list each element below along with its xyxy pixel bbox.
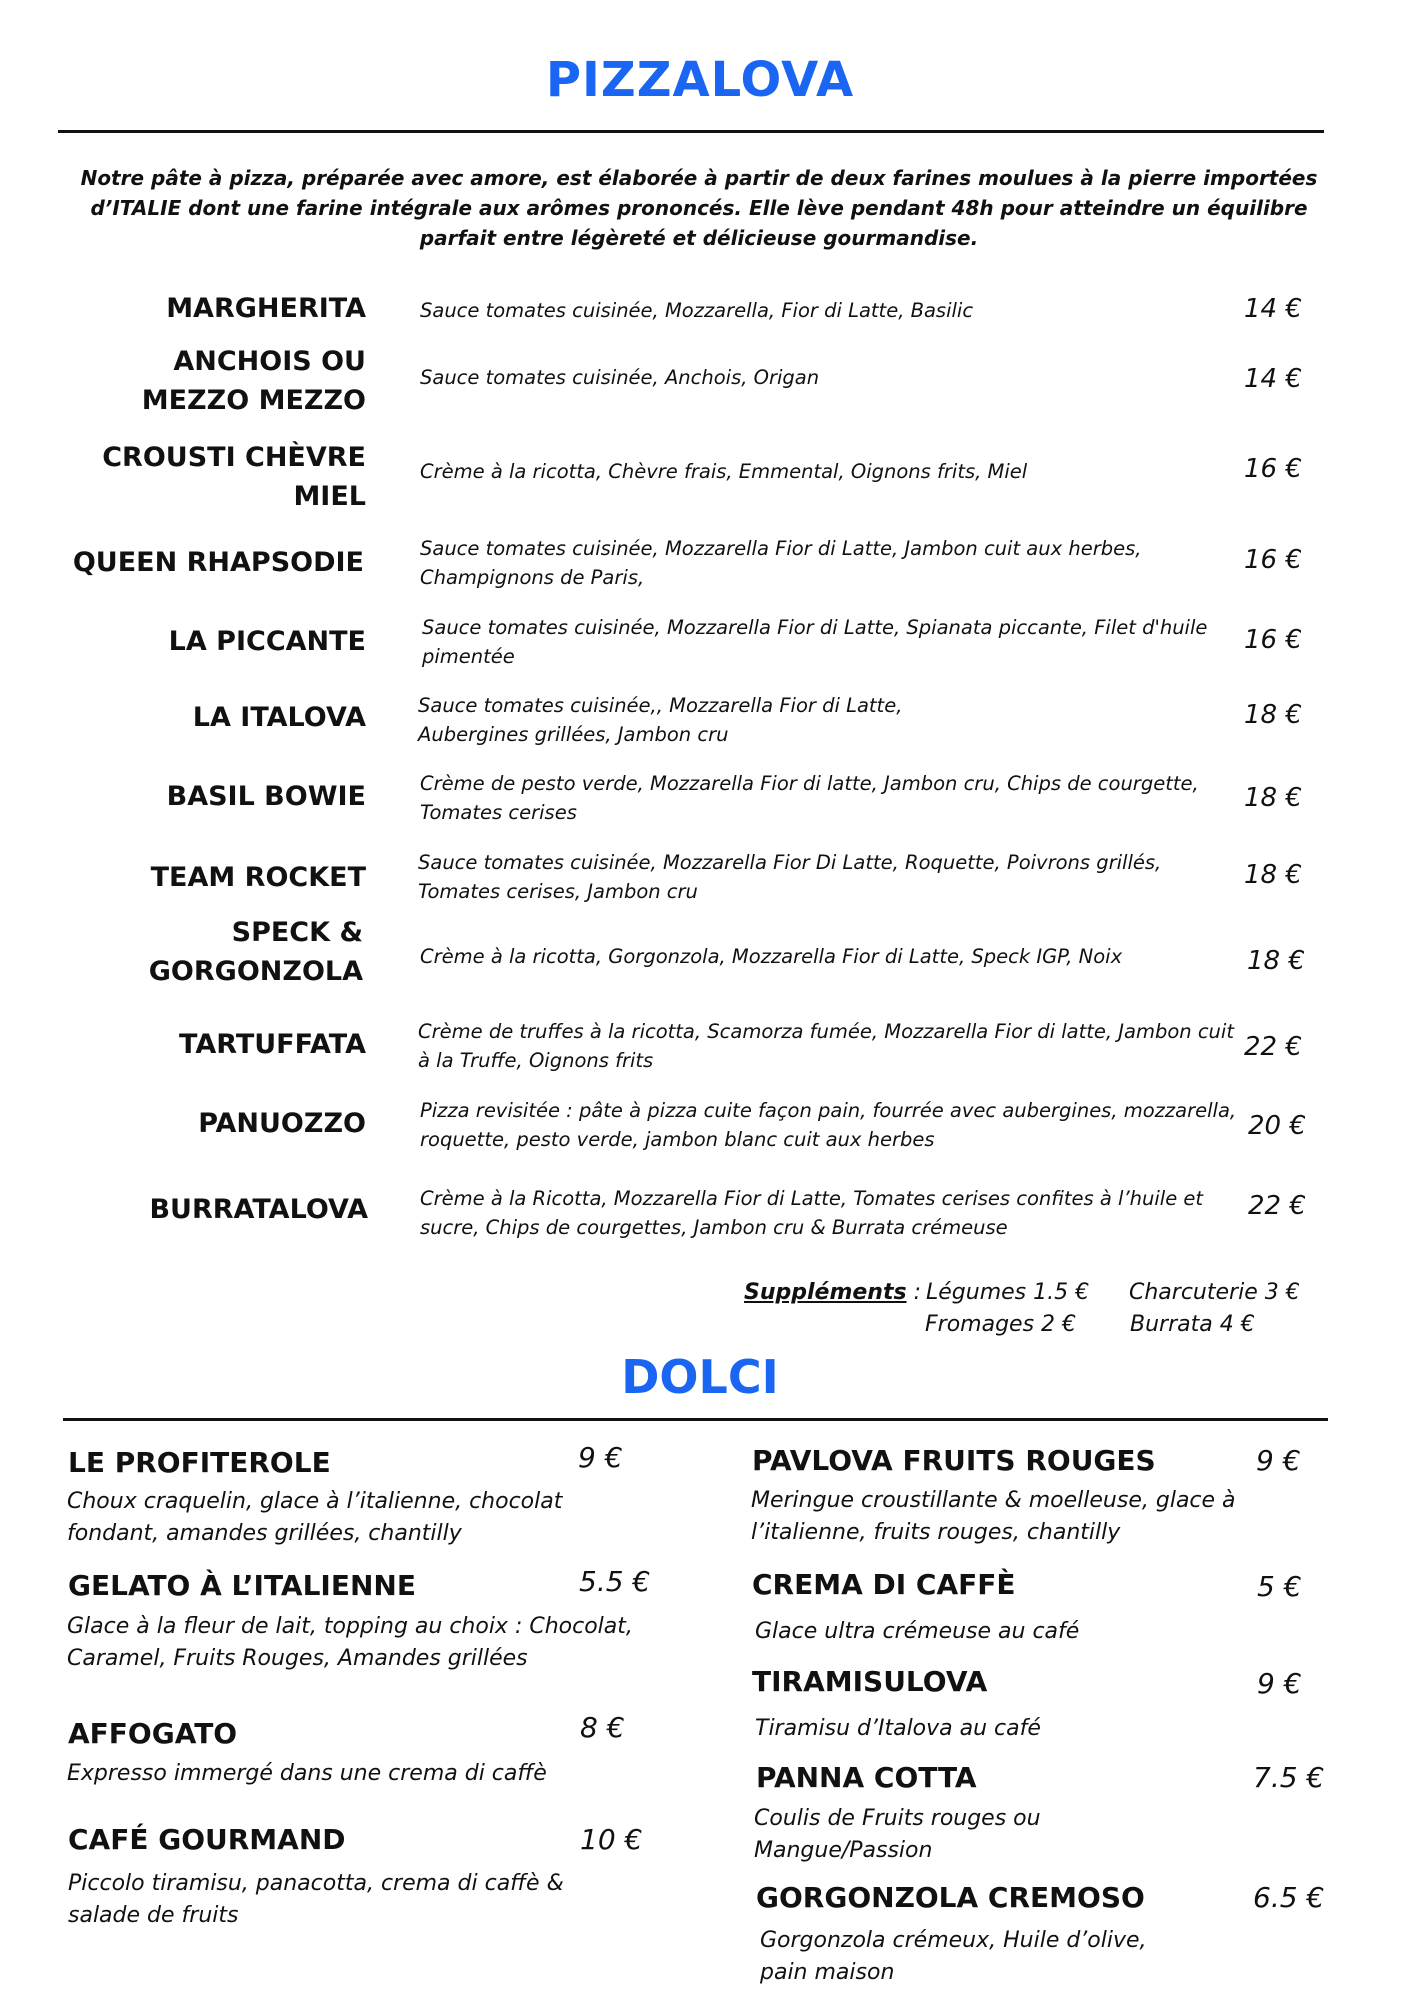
supplement-item: Charcuterie 3 € bbox=[1129, 1280, 1300, 1305]
dessert-description: Gorgonzola crémeux, Huile d’olive, pain maison bbox=[760, 1928, 1147, 1985]
dessert-price: 8 € bbox=[580, 1711, 625, 1744]
pizza-name: CROUSTI CHÈVRE MIEL bbox=[102, 442, 366, 512]
pizza-name: BASIL BOWIE bbox=[166, 781, 366, 812]
pizza-description: Sauce tomates cuisinée, Mozzarella Fior di Latte, Spianata piccante, Filet d'huile pimentée bbox=[422, 616, 1208, 668]
dessert-description: Piccolo tiramisu, panacotta, crema di caffè & salade de fruits bbox=[68, 1871, 564, 1928]
dessert-price: 5 € bbox=[1257, 1570, 1302, 1603]
dolci-title-divider bbox=[63, 1418, 1328, 1421]
dolci-section-title: DOLCI bbox=[621, 1350, 779, 1404]
pizza-price: 16 € bbox=[1244, 625, 1302, 655]
pizza-name: QUEEN RHAPSODIE bbox=[72, 547, 364, 578]
dessert-description: Expresso immergé dans une crema di caffè bbox=[67, 1761, 547, 1786]
pizza-intro-text: Notre pâte à pizza, préparée avec amore, est élaborée à partir de deux farines moulues à la pierre importées d’ITALIE dont une farine intégrale aux arômes prononcés. Elle lève pendant 48h pour atteindre un équilibre parfait entre légèreté et délicieuse gourmandise. bbox=[80, 166, 1318, 250]
dessert-description: Choux craquelin, glace à l’italienne, chocolat fondant, amandes grillées, chantilly bbox=[67, 1489, 563, 1546]
pizza-name: TEAM ROCKET bbox=[150, 862, 366, 893]
pizza-description: Crème de pesto verde, Mozzarella Fior di latte, Jambon cru, Chips de courgette, Tomates cerises bbox=[420, 772, 1199, 824]
pizza-price: 18 € bbox=[1244, 860, 1302, 890]
pizza-price: 16 € bbox=[1244, 454, 1302, 484]
dessert-name: GELATO À L’ITALIENNE bbox=[68, 1569, 416, 1602]
pizza-name: TARTUFFATA bbox=[179, 1029, 366, 1060]
pizza-price: 14 € bbox=[1244, 364, 1302, 394]
pizza-description: Crème à la ricotta, Gorgonzola, Mozzarella Fior di Latte, Speck IGP, Noix bbox=[420, 945, 1123, 968]
pizza-name: PANUOZZO bbox=[198, 1108, 366, 1139]
pizza-price: 14 € bbox=[1244, 294, 1302, 324]
pizza-description: Crème à la Ricotta, Mozzarella Fior di Latte, Tomates cerises confites à l’huile et sucre, Chips de courgettes, Jambon cru & Burrata crémeuse bbox=[420, 1187, 1204, 1239]
pizza-description: Pizza revisitée : pâte à pizza cuite façon pain, fourrée avec aubergines, mozzarella, roquette, pesto verde, jambon blanc cuit aux herbes bbox=[420, 1099, 1237, 1151]
supplements-colon: : bbox=[906, 1280, 921, 1305]
dessert-name: AFFOGATO bbox=[68, 1717, 238, 1750]
pizza-price: 22 € bbox=[1248, 1191, 1306, 1221]
pizza-name: MARGHERITA bbox=[166, 293, 366, 324]
pizza-description: Sauce tomates cuisinée, Anchois, Origan bbox=[420, 366, 820, 389]
pizza-name: ANCHOIS OU MEZZO MEZZO bbox=[141, 346, 366, 416]
dessert-name: PANNA COTTA bbox=[756, 1761, 977, 1794]
pizza-name: LA ITALOVA bbox=[192, 702, 366, 733]
dessert-name: CREMA DI CAFFÈ bbox=[752, 1568, 1016, 1601]
pizza-price: 18 € bbox=[1244, 783, 1302, 813]
pizza-title-divider bbox=[58, 130, 1324, 133]
dessert-name: CAFÉ GOURMAND bbox=[68, 1823, 346, 1856]
pizza-price: 16 € bbox=[1244, 545, 1302, 575]
dessert-price: 6.5 € bbox=[1253, 1881, 1325, 1914]
dessert-name: PAVLOVA FRUITS ROUGES bbox=[752, 1444, 1156, 1477]
pizza-description: Sauce tomates cuisinée, Mozzarella Fior di Latte, Jambon cuit aux herbes, Champignons de Paris, bbox=[420, 537, 1142, 589]
pizza-price: 18 € bbox=[1244, 700, 1302, 730]
pizza-name: BURRATALOVA bbox=[149, 1194, 368, 1225]
pizza-price: 18 € bbox=[1247, 946, 1305, 976]
pizza-name: SPECK & GORGONZOLA bbox=[148, 917, 363, 987]
dessert-name: LE PROFITEROLE bbox=[68, 1446, 331, 1479]
pizza-price: 22 € bbox=[1244, 1032, 1302, 1062]
supplement-item: Burrata 4 € bbox=[1130, 1312, 1255, 1337]
dessert-description: Coulis de Fruits rouges ou Mangue/Passion bbox=[754, 1806, 1041, 1863]
dessert-description: Glace ultra crémeuse au café bbox=[755, 1619, 1080, 1644]
pizza-section-title: PIZZALOVA bbox=[545, 52, 855, 108]
pizza-price: 20 € bbox=[1248, 1111, 1306, 1141]
pizza-name: LA PICCANTE bbox=[168, 626, 366, 657]
dessert-description: Glace à la fleur de lait, topping au choix : Chocolat, Caramel, Fruits Rouges, Amandes grillées bbox=[67, 1614, 633, 1671]
dessert-name: TIRAMISULOVA bbox=[752, 1665, 988, 1698]
dessert-price: 7.5 € bbox=[1253, 1761, 1325, 1794]
supplements-label: Suppléments bbox=[744, 1280, 907, 1305]
pizza-description: Crème de truffes à la ricotta, Scamorza fumée, Mozzarella Fior di latte, Jambon cuit à la Truffe, Oignons frits bbox=[418, 1020, 1234, 1072]
dessert-description: Tiramisu d’Italova au café bbox=[755, 1716, 1041, 1741]
pizza-description: Crème à la ricotta, Chèvre frais, Emmental, Oignons frits, Miel bbox=[420, 460, 1028, 483]
dessert-name: GORGONZOLA CREMOSO bbox=[756, 1881, 1145, 1914]
supplement-item: Légumes 1.5 € bbox=[926, 1280, 1090, 1305]
dessert-price: 9 € bbox=[1257, 1667, 1302, 1700]
pizza-description: Sauce tomates cuisinée,, Mozzarella Fior di Latte, Aubergines grillées, Jambon cru bbox=[418, 694, 903, 746]
dessert-price: 9 € bbox=[1256, 1444, 1301, 1477]
dessert-price: 10 € bbox=[580, 1823, 643, 1856]
dessert-price: 5.5 € bbox=[579, 1565, 651, 1598]
supplement-item: Fromages 2 € bbox=[925, 1312, 1077, 1337]
dessert-price: 9 € bbox=[578, 1441, 623, 1474]
pizza-description: Sauce tomates cuisinée, Mozzarella Fior Di Latte, Roquette, Poivrons grillés, Tomates cerises, Jambon cru bbox=[418, 851, 1162, 903]
pizza-description: Sauce tomates cuisinée, Mozzarella, Fior di Latte, Basilic bbox=[420, 299, 974, 322]
dessert-description: Meringue croustillante & moelleuse, glace à l’italienne, fruits rouges, chantilly bbox=[751, 1488, 1236, 1545]
